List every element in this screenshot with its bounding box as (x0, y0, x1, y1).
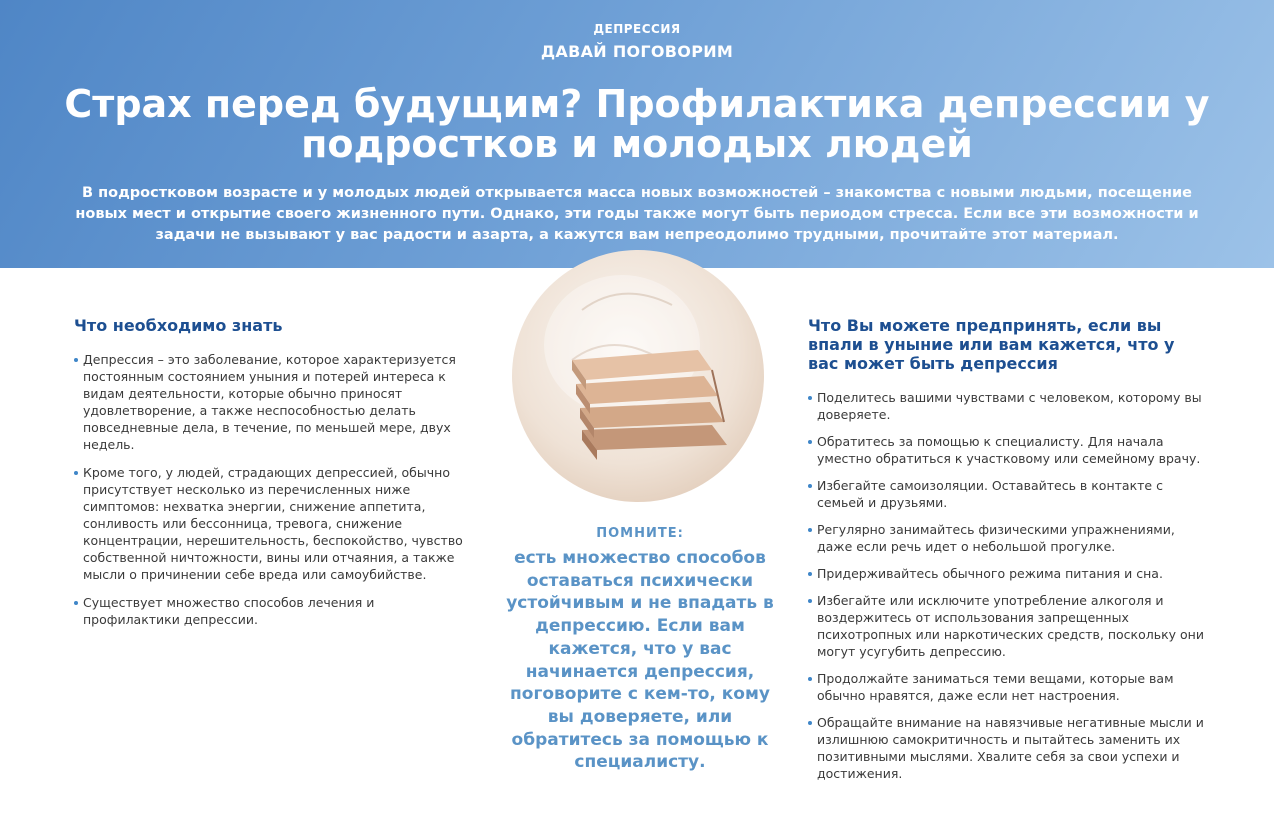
bullet-icon (74, 471, 78, 475)
intro-text: В подростковом возрасте и у молодых людей открывается масса новых возможностей – знакомства с новыми людьми, посещение новых мест и открытие своего жизненного пути. Однако, эти годы также могут быть периодом стресса. Если все эти возможности и задачи не вызывают у вас радости и азарта, а кажутся вам непреодолимо трудными, прочитайте этот материал. (75, 185, 1199, 243)
bullet-icon (808, 440, 812, 444)
bullet-icon (808, 528, 812, 532)
left-column (74, 316, 474, 639)
right-heading: Что Вы можете предпринять, если вы впали в уныние или вам кажется, что у вас может быть депрессия (808, 316, 1175, 373)
bullet-icon (808, 396, 812, 400)
bullet-icon (808, 677, 812, 681)
list-item: Существует множество способов лечения и профилактики депрессии. (74, 594, 474, 628)
bullet-icon (808, 599, 812, 603)
books-illustration (512, 250, 764, 502)
bullet-icon (74, 358, 78, 362)
left-list (74, 351, 474, 628)
remember-label: ПОМНИТЕ: (596, 526, 684, 541)
books-icon (512, 250, 764, 502)
list-item: Кроме того, у людей, страдающих депрессией, обычно присутствует несколько из перечисленных ниже симптомов: нехватка энергии, снижение аппетита, сонливость или бессонница, тревога, снижение концентрации, нерешительность, беспокойство, чувство собственной ничтожности, вины или отчаяния, а также мысли о причинении себе вреда или самоубийстве. (74, 464, 474, 583)
list-item: Регулярно занимайтесь физическими упражнениями, даже если речь идет о небольшой прогулке. (808, 521, 1208, 555)
header-banner (0, 0, 1274, 268)
list-item: Избегайте или исключите употребление алкоголя и воздержитесь от использования запрещенных психотропных или наркотических средств, поскольку они могут усугубить депрессию. (808, 592, 1208, 660)
list-item: Обращайте внимание на навязчивые негативные мысли и излишнюю самокритичность и пытайтесь заменить их позитивными мыслями. Хвалите себя за свои успехи и достижения. (808, 714, 1208, 782)
list-item: Продолжайте заниматься теми вещами, которые вам обычно нравятся, даже если нет настроения. (808, 670, 1208, 704)
page-title: Страх перед будущим? Профилактика депрессии у подростков и молодых людей (64, 82, 1210, 166)
list-item: Депрессия – это заболевание, которое характеризуется постоянным состоянием уныния и потерей интереса к видам деятельности, которые обычно приносят удовлетворение, а также неспособностью делать повседневные дела, в течение, по меньшей мере, двух недель. (74, 351, 474, 453)
left-heading: Что необходимо знать (74, 316, 283, 335)
list-item: Избегайте самоизоляции. Оставайтесь в контакте с семьей и друзьями. (808, 477, 1208, 511)
bullet-icon (808, 572, 812, 576)
list-item: Поделитесь вашими чувствами с человеком, которому вы доверяете. (808, 389, 1208, 423)
right-column (808, 316, 1208, 792)
right-list (808, 389, 1208, 782)
section-kicker: ДЕПРЕССИЯ (593, 22, 681, 36)
remember-text: есть множество способов оставаться психически устойчивым и не впадать в депрессию. Если вам кажется, что у вас начинается депрессия, поговорите с кем-то, кому вы доверяете, или обратитесь за помощью к специалисту. (506, 548, 774, 773)
bullet-icon (74, 601, 78, 605)
section-subkicker: ДАВАЙ ПОГОВОРИМ (540, 42, 734, 61)
bullet-icon (808, 484, 812, 488)
list-item: Обратитесь за помощью к специалисту. Для начала уместно обратиться к участковому или семейному врачу. (808, 433, 1208, 467)
bullet-icon (808, 721, 812, 725)
list-item: Придерживайтесь обычного режима питания и сна. (808, 565, 1208, 582)
